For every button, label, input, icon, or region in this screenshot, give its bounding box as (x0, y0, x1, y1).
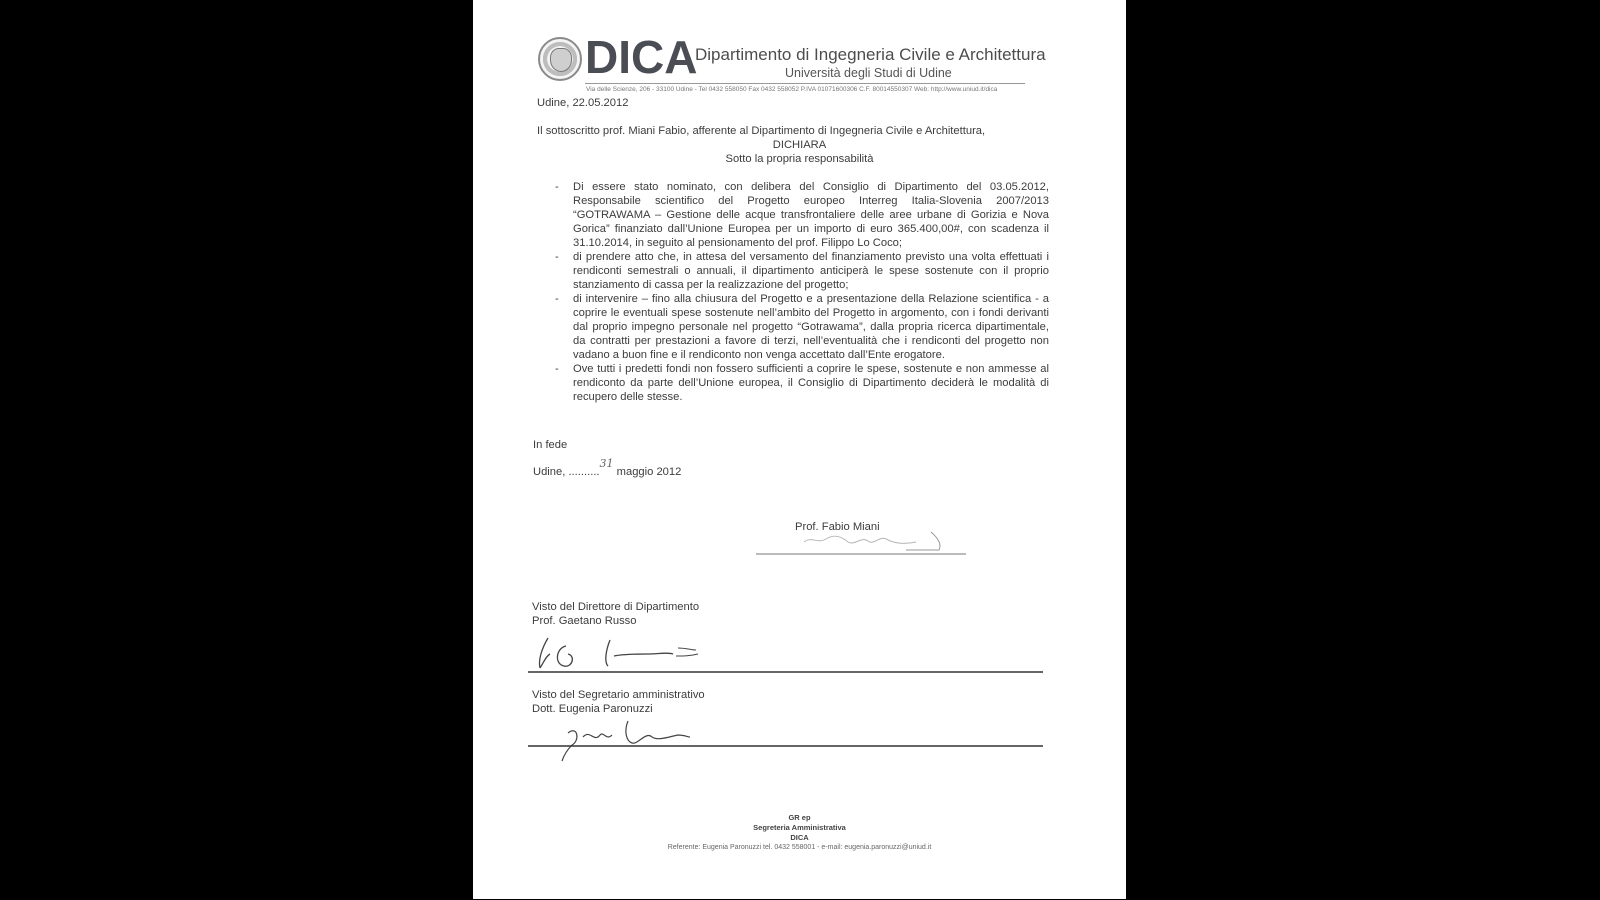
secretary-name: Dott. Eugenia Paronuzzi (532, 703, 653, 715)
month-year: maggio 2012 (613, 466, 682, 478)
letter-date: Udine, 22.05.2012 (537, 97, 629, 109)
dica-logo: DICA (585, 31, 698, 83)
closing-text: In fede (533, 439, 568, 451)
signatory-name: Prof. Fabio Miani (795, 521, 880, 533)
header-divider (585, 83, 1025, 84)
signature-miani (756, 522, 966, 558)
university-name: Università degli Studi di Udine (785, 66, 952, 80)
declaration-heading: DICHIARA (772, 139, 827, 151)
place-prefix: Udine, (533, 466, 569, 478)
declaration-list (555, 180, 1049, 404)
list-item: - Di essere stato nominato, con delibera del Consiglio di Dipartimento del 03.05.2012, Responsabile scientifico del Progetto europeo Interreg Italia-Slovenia 2007/2013 “GOTRAWAMA – Gestione delle acque transfrontaliere delle aree urbane di Gorizia e Nova Gorica” finanziato dall’Unione Europea per un importo di euro 365.400,00#, con scadenza il 31.10.2014, in seguito al pensionamento del prof. Filippo Lo Coco; (555, 180, 1049, 250)
signature-russo (528, 632, 1048, 676)
footer-initials: GR ep (788, 813, 811, 822)
responsibility-line: Sotto la propria responsabilità (725, 153, 874, 165)
department-name: Dipartimento di Ingegneria Civile e Architettura (695, 45, 1046, 64)
signature-paronuzzi (528, 715, 1048, 763)
place-date-line (533, 457, 682, 479)
list-item: - Ove tutti i predetti fondi non fossero sufficienti a coprire le spese, sostenute e non ammesse al rendiconto da parte dell’Unione europea, il Consiglio di Dipartimento deciderà le modalità di recupero delle stesse. (555, 362, 1049, 404)
secretary-role: Visto del Segretario amministrativo (532, 689, 705, 701)
list-item: - di prendere atto che, in attesa del versamento del finanziamento previsto una volta effettuati i rendiconti semestrali o annuali, il dipartimento anticiperà le spese sostenute con il proprio stanziamento di cassa per la realizzazione del progetto; (555, 250, 1049, 292)
header-address: Via delle Scienze, 206 - 33100 Udine - Tel 0432 558050 Fax 0432 558052 P.IVA 01071600306 C.F. 80014550307 Web: http://www.uniud.it/dica (586, 86, 998, 93)
footer-dept: DICA (790, 833, 809, 842)
day-dots: .......... (568, 466, 600, 478)
director-name: Prof. Gaetano Russo (532, 615, 637, 627)
footer-referent: Referente: Eugenia Paronuzzi tel. 0432 558001 - e-mail: eugenia.paronuzzi@uniud.it (667, 844, 932, 851)
document-page (473, 0, 1126, 899)
university-seal-icon (538, 37, 582, 81)
director-role: Visto del Direttore di Dipartimento (532, 601, 700, 613)
letter-intro: Il sottoscritto prof. Miani Fabio, afferente al Dipartimento di Ingegneria Civile e Architettura, (537, 125, 986, 137)
list-item: - di intervenire – fino alla chiusura del Progetto e a presentazione della Relazione scientifica - a coprire le eventuali spese sostenute nell’ambito del Progetto in argomento, con i fondi derivanti dal proprio impegno personale nel progetto “Gotrawama”, dalla propria ricerca dipartimentale, da contratti per prestazioni a favore di terzi, nell’eventualità che i rendiconti del progetto non vadano a buon fine e il rendiconto non venga accettato dall’Ente erogatore. (555, 292, 1049, 362)
footer-office: Segreteria Amministrativa (753, 823, 846, 832)
handwritten-day: 31 (599, 457, 614, 470)
